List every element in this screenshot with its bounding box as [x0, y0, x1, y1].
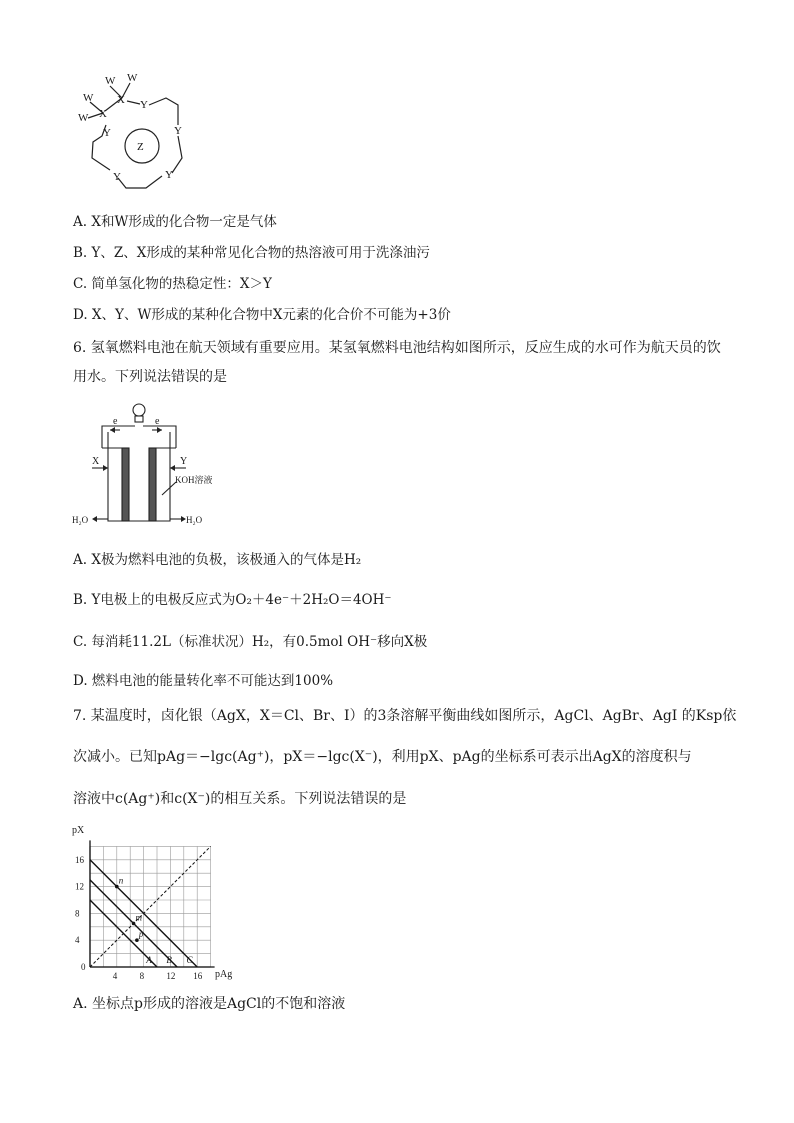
y-tick-label: 12 — [75, 881, 84, 892]
electron-label-left: e — [113, 416, 118, 427]
atom-y: Y — [165, 169, 173, 181]
q6-stem-line2: 用水。下列说法错误的是 — [73, 369, 227, 385]
atom-w: W — [127, 72, 138, 84]
x-tick-label: 8 — [139, 971, 145, 981]
q7-stem-line3: 溶液中c(Ag⁺)和c(X⁻)的相互关系。下列说法错误的是 — [73, 791, 407, 807]
water-out-right: H₂O — [186, 515, 203, 525]
q6-stem-line1: 6. 氢氧燃料电池在航天领域有重要应用。某氢氧燃料电池结构如图所示，反应生成的水可作为航天员的饮 — [73, 340, 721, 356]
point-label-p: p — [138, 929, 144, 940]
atom-y: Y — [140, 99, 148, 111]
electron-label-right: e — [155, 416, 160, 427]
q6-option-c: C. 每消耗11.2L（标准状况）H₂，有0.5mol OH⁻移向X极 — [73, 634, 428, 650]
q6-option-d: D. 燃料电池的能量转化率不可能达到100% — [73, 673, 334, 689]
x-tick-label: 12 — [166, 971, 176, 981]
electrode-label-x: X — [92, 456, 100, 467]
point-label-m: m — [135, 912, 143, 923]
y-tick-label: 16 — [75, 854, 84, 865]
x-axis-label: pAg — [215, 969, 233, 980]
y-tick-label: 4 — [75, 935, 80, 946]
y-axis-label: pX — [72, 825, 85, 836]
atom-y: Y — [113, 171, 121, 183]
curve-label-C: C — [186, 954, 193, 965]
atom-x: X — [99, 108, 107, 120]
ring-structure-figure — [70, 68, 210, 198]
fuel-cell-figure — [72, 400, 212, 530]
atom-x: X — [117, 94, 125, 106]
solubility-chart — [70, 822, 245, 982]
q5-option-b: B. Y、Z、X形成的某种常见化合物的热溶液可用于洗涤油污 — [73, 245, 430, 261]
water-out-left: H₂O — [72, 515, 89, 525]
atom-y: Y — [174, 125, 182, 137]
atom-z: Z — [137, 141, 144, 153]
electrolyte-label: KOH溶液 — [175, 475, 212, 485]
electrode-label-y: Y — [180, 456, 188, 467]
origin-tick-label: 0 — [81, 962, 86, 972]
q6-option-b: B. Y电极上的电极反应式为O₂＋4e⁻＋2H₂O＝4OH⁻ — [73, 592, 392, 608]
q5-option-d: D. X、Y、W形成的某种化合物中X元素的化合价不可能为+3价 — [73, 307, 451, 323]
atom-y: Y — [103, 127, 111, 139]
x-tick-label: 4 — [112, 971, 118, 981]
q5-option-a: A. X和W形成的化合物一定是气体 — [73, 214, 277, 230]
q7-stem-line2: 次减小。已知pAg＝−lgc(Ag⁺)，pX＝−lgc(X⁻)，利用pX、pAg的坐标系可表示出AgX的溶度积与 — [73, 749, 692, 765]
q5-option-c: C. 简单氢化物的热稳定性：X＞Y — [73, 276, 272, 292]
diagonal-reference-line — [90, 846, 211, 967]
q7-stem-line1: 7. 某温度时，卤化银（AgX，X＝Cl、Br、I）的3条溶解平衡曲线如图所示，AgCl、AgBr、AgI 的Ksp依 — [73, 708, 737, 724]
atom-w: W — [83, 92, 94, 104]
point-label-n: n — [118, 875, 124, 886]
q7-option-a: A. 坐标点p形成的溶液是AgCl的不饱和溶液 — [73, 996, 346, 1012]
atom-w: W — [105, 75, 116, 87]
x-tick-label: 16 — [193, 971, 203, 981]
q6-option-a: A. X极为燃料电池的负极，该极通入的气体是H₂ — [73, 552, 362, 568]
atom-w: W — [78, 112, 89, 124]
curve-label-B: B — [166, 954, 172, 965]
curve-label-A: A — [146, 954, 152, 965]
y-tick-label: 8 — [75, 908, 80, 919]
